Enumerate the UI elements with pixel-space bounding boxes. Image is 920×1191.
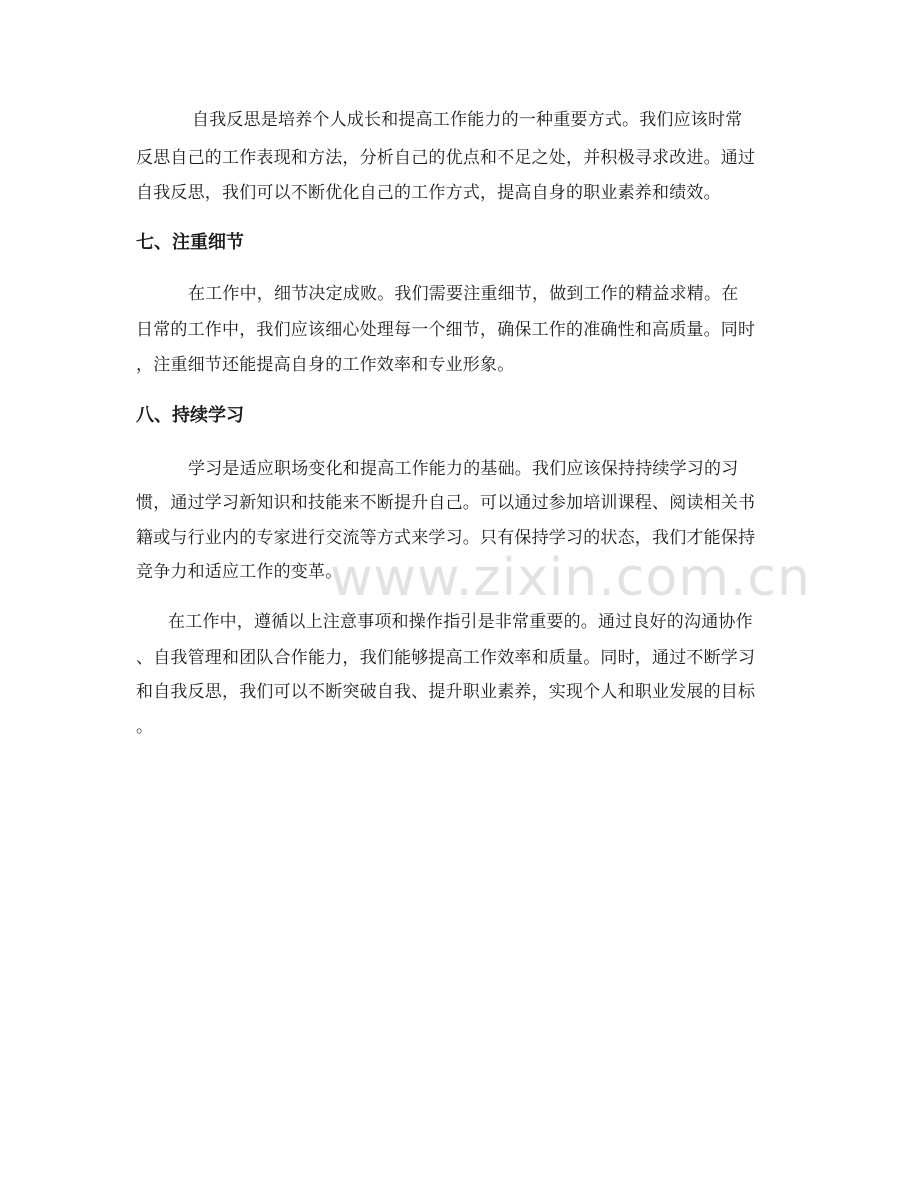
section-heading-8: 八、持续学习: [136, 405, 244, 426]
closing-paragraph-line-3: 和自我反思，我们可以不断突破自我、提升职业素养，实现个人和职业发展的目标: [136, 682, 756, 702]
section-heading-7: 七、注重细节: [136, 232, 244, 253]
section-8-line-4: 竞争力和适应工作的变革。: [136, 562, 343, 582]
paragraph-1-line-1: 自我反思是培养个人成长和提高工作能力的一种重要方式。我们应该时常: [192, 110, 743, 130]
section-8-line-1: 学习是适应职场变化和提高工作能力的基础。我们应该保持持续学习的习: [188, 459, 739, 479]
closing-paragraph-line-4: 。: [136, 717, 154, 737]
closing-paragraph-line-1: 在工作中，遵循以上注意事项和操作指引是非常重要的。通过良好的沟通协作: [168, 612, 753, 632]
section-7-line-1: 在工作中，细节决定成败。我们需要注重细节，做到工作的精益求精。在: [188, 284, 739, 304]
section-8-line-3: 籍或与行业内的专家进行交流等方式来学习。只有保持学习的状态，我们才能保持: [136, 528, 756, 548]
section-7-line-3: ，注重细节还能提高自身的工作效率和专业形象。: [136, 355, 515, 375]
watermark: www.zixin.com.cn: [330, 548, 811, 608]
closing-paragraph-line-2: 、自我管理和团队合作能力，我们能够提高工作效率和质量。同时，通过不断学习: [136, 648, 756, 668]
paragraph-1-line-3: 自我反思，我们可以不断优化自己的工作方式，提高自身的职业素养和绩效。: [136, 183, 721, 203]
section-7-line-2: 日常的工作中，我们应该细心处理每一个细节，确保工作的准确性和高质量。同时: [136, 320, 756, 340]
paragraph-1-line-2: 反思自己的工作表现和方法，分析自己的优点和不足之处，并积极寻求改进。通过: [136, 148, 756, 168]
section-8-line-2: 惯，通过学习新知识和技能来不断提升自己。可以通过参加培训课程、阅读相关书: [136, 493, 756, 513]
